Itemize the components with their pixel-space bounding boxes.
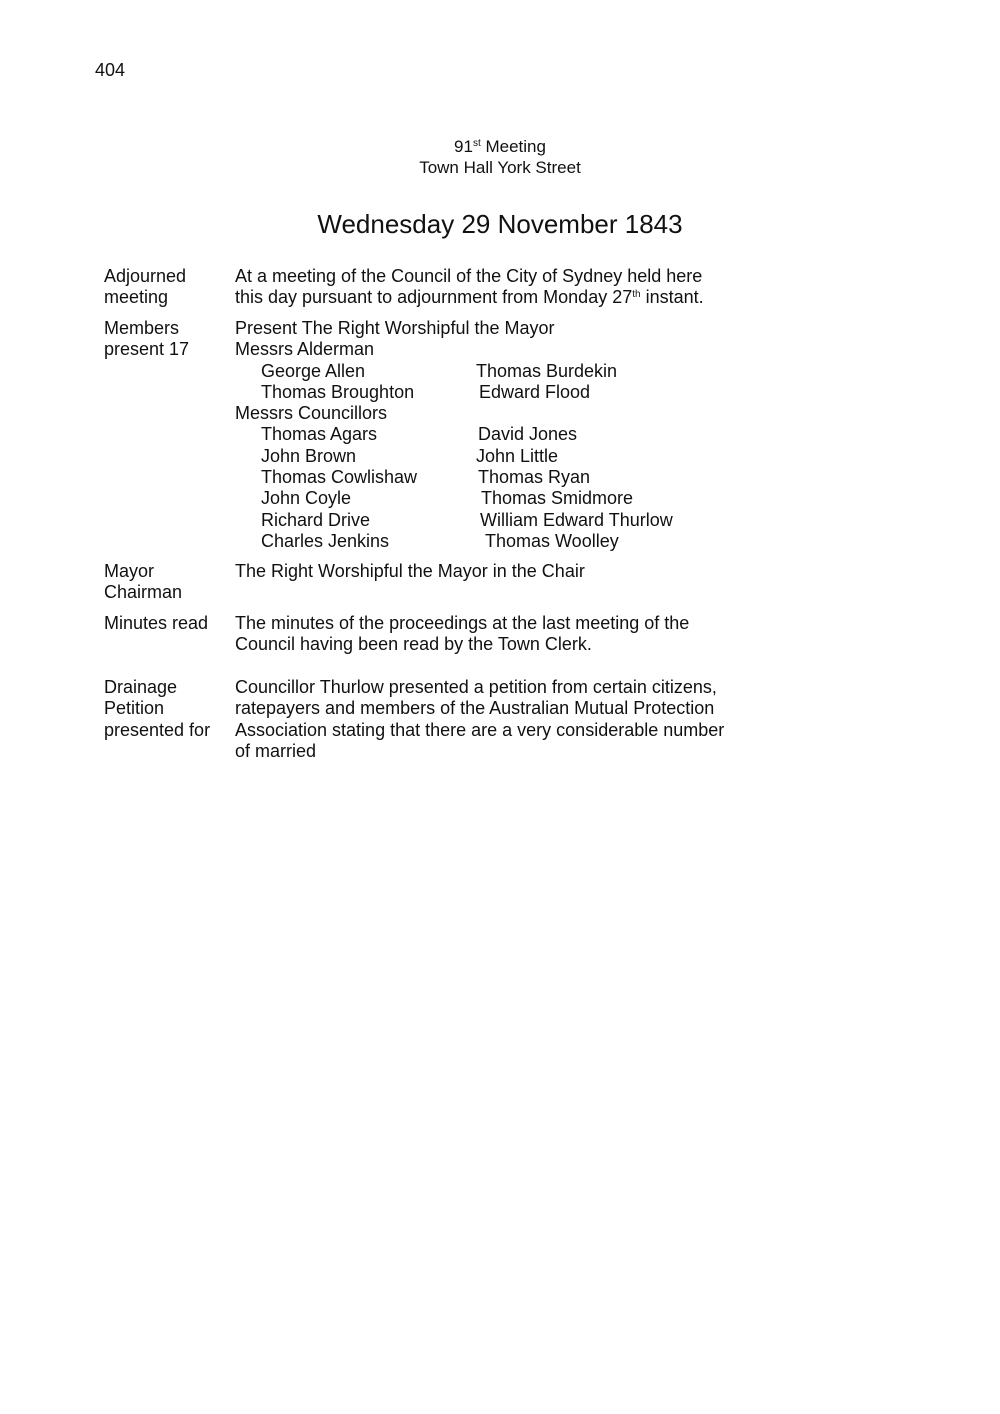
- body-line: ratepayers and members of the Australian Mutual Protection: [235, 698, 715, 719]
- member-name: Charles Jenkins: [261, 530, 390, 551]
- margin-note: [104, 266, 232, 309]
- margin-note-line: meeting: [104, 287, 169, 308]
- member-name: Thomas Ryan: [478, 467, 591, 488]
- member-name: John Coyle: [261, 488, 352, 509]
- member-row: [235, 510, 765, 531]
- section-body: [235, 318, 765, 552]
- body-line: of married: [235, 740, 317, 761]
- margin-note-line: Petition: [104, 698, 165, 719]
- member-row: [235, 467, 765, 488]
- body-line: Association stating that there are a very considerable number: [235, 719, 725, 740]
- member-name: Thomas Burdekin: [476, 360, 618, 381]
- member-row: [235, 446, 765, 467]
- margin-note: [104, 613, 232, 634]
- member-row: [235, 488, 765, 509]
- member-row: [235, 424, 765, 445]
- member-row: [235, 382, 765, 403]
- body-line: [235, 287, 765, 308]
- margin-note: [104, 318, 232, 361]
- margin-note-line: Drainage: [104, 677, 178, 697]
- meeting-number-heading: [0, 136, 1000, 157]
- councillors-heading: Messrs Councillors: [235, 403, 388, 424]
- meeting-number: 91: [454, 137, 473, 156]
- margin-note-line: Members: [104, 318, 180, 338]
- body-line: Council having been read by the Town Clerk.: [235, 634, 592, 655]
- section-body: [235, 266, 765, 309]
- aldermen-heading: Messrs Alderman: [235, 339, 375, 360]
- meeting-number-suffix: st: [472, 138, 481, 149]
- member-name: Edward Flood: [479, 381, 591, 402]
- member-name: John Brown: [261, 445, 357, 466]
- section-body: [235, 613, 765, 656]
- meeting-word: Meeting: [485, 137, 546, 156]
- body-line: At a meeting of the Council of the City of Sydney held here: [235, 266, 703, 286]
- body-line: The Right Worshipful the Mayor in the Chair: [235, 561, 585, 581]
- member-name: David Jones: [478, 424, 578, 445]
- body-line: The minutes of the proceedings at the last meeting of the: [235, 613, 690, 633]
- margin-note-line: presented for: [104, 719, 211, 740]
- margin-note: [104, 561, 232, 604]
- member-name: William Edward Thurlow: [480, 509, 673, 530]
- margin-note: [104, 677, 232, 741]
- member-name: John Little: [476, 445, 559, 466]
- page-number: 404: [95, 60, 126, 80]
- member-row: [235, 531, 765, 552]
- margin-note-line: Minutes read: [104, 613, 209, 633]
- member-name: George Allen: [261, 360, 366, 381]
- member-name: Thomas Cowlishaw: [261, 467, 418, 488]
- body-line-text: this day pursuant to adjournment from Monday 27: [235, 287, 633, 308]
- present-line: Present The Right Worshipful the Mayor: [235, 318, 555, 338]
- ordinal-suffix: th: [632, 289, 641, 301]
- venue-heading: Town Hall York Street: [419, 158, 581, 177]
- member-row: [235, 361, 765, 382]
- margin-note-line: present 17: [104, 339, 190, 360]
- body-line: Councillor Thurlow presented a petition from certain citizens,: [235, 677, 717, 697]
- section-body: [235, 677, 765, 762]
- body-line-text: instant.: [640, 287, 704, 308]
- margin-note-line: Mayor: [104, 561, 155, 581]
- meeting-date: Wednesday 29 November 1843: [317, 209, 683, 239]
- section-body: [235, 561, 765, 582]
- margin-note-line: Chairman: [104, 582, 183, 603]
- member-name: Richard Drive: [261, 509, 371, 530]
- margin-note-line: Adjourned: [104, 266, 187, 286]
- member-name: Thomas Agars: [261, 424, 378, 445]
- member-name: Thomas Woolley: [485, 530, 619, 551]
- member-name: Thomas Broughton: [261, 381, 415, 402]
- member-name: Thomas Smidmore: [481, 488, 634, 509]
